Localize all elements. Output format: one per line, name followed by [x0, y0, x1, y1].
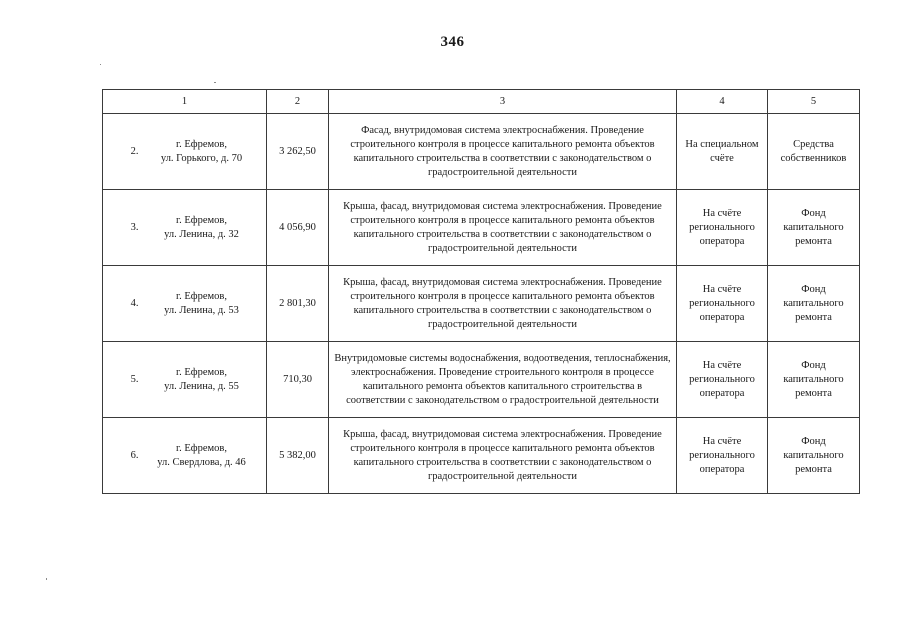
address-cell [103, 266, 267, 342]
table-row [103, 418, 860, 494]
address-city: г. Ефремов, [176, 290, 227, 302]
column-header-2: 2 [267, 90, 329, 114]
scan-speck [214, 82, 216, 83]
table-row [103, 266, 860, 342]
area-cell: 4 056,90 [267, 190, 329, 266]
address-street: ул. Свердлова, д. 46 [157, 456, 246, 468]
account-cell: На специальном счёте [677, 114, 768, 190]
address-cell [103, 190, 267, 266]
scan-speck [100, 64, 101, 65]
address [146, 214, 258, 242]
repair-works-table [102, 89, 860, 494]
table-row [103, 114, 860, 190]
area-cell: 5 382,00 [267, 418, 329, 494]
column-header-5: 5 [768, 90, 860, 114]
column-header-4: 4 [677, 90, 768, 114]
address-city: г. Ефремов, [176, 366, 227, 378]
account-cell: На счёте регионального оператора [677, 342, 768, 418]
address [146, 138, 258, 166]
table-row [103, 342, 860, 418]
address-city: г. Ефремов, [176, 214, 227, 226]
works-cell: Фасад, внутридомовая система электроснабжения. Проведение строительного контроля в процессе капитального ремонта объектов капитального строительства в соответствии с законодательством о градостроительной деятельности [329, 114, 677, 190]
page-number: 346 [440, 34, 465, 50]
row-number: 6. [130, 449, 139, 461]
funding-source-cell: Фонд капитального ремонта [768, 342, 860, 418]
address-street: ул. Ленина, д. 53 [164, 304, 239, 316]
funding-source-cell: Фонд капитального ремонта [768, 190, 860, 266]
account-cell: На счёте регионального оператора [677, 190, 768, 266]
address [146, 442, 258, 470]
table-row [103, 190, 860, 266]
address [146, 366, 258, 394]
address-street: ул. Горького, д. 70 [160, 152, 243, 164]
works-cell: Внутридомовые системы водоснабжения, водоотведения, теплоснабжения, электроснабжения. Проведение строительного контроля в процессе капитального ремонта объектов капитального строительства в соответствии с законодательством о градостроительной деятельности [329, 342, 677, 418]
address [146, 290, 258, 318]
address-cell [103, 418, 267, 494]
works-cell: Крыша, фасад, внутридомовая система электроснабжения. Проведение строительного контроля в процессе капитального ремонта объектов капитального строительства в соответствии с законодательством о градостроительной деятельности [329, 190, 677, 266]
address-cell [103, 114, 267, 190]
works-cell: Крыша, фасад, внутридомовая система электроснабжения. Проведение строительного контроля в процессе капитального ремонта объектов капитального строительства в соответствии с законодательством о градостроительной деятельности [329, 266, 677, 342]
account-cell: На счёте регионального оператора [677, 266, 768, 342]
funding-source-cell: Фонд капитального ремонта [768, 266, 860, 342]
area-cell: 2 801,30 [267, 266, 329, 342]
works-cell: Крыша, фасад, внутридомовая система электроснабжения. Проведение строительного контроля в процессе капитального ремонта объектов капитального строительства в соответствии с законодательством о градостроительной деятельности [329, 418, 677, 494]
row-number: 5. [130, 373, 139, 385]
area-cell: 710,30 [267, 342, 329, 418]
row-number: 4. [130, 297, 139, 309]
funding-source-cell: Средства собственников [768, 114, 860, 190]
scan-speck [46, 578, 47, 580]
address-city: г. Ефремов, [176, 138, 227, 150]
row-number: 2. [130, 145, 139, 157]
address-cell [103, 342, 267, 418]
column-header-3: 3 [329, 90, 677, 114]
funding-source-cell: Фонд капитального ремонта [768, 418, 860, 494]
address-street: ул. Ленина, д. 55 [164, 380, 239, 392]
account-cell: На счёте регионального оператора [677, 418, 768, 494]
area-cell: 3 262,50 [267, 114, 329, 190]
header-row [103, 90, 860, 114]
column-header-1: 1 [103, 90, 267, 114]
address-street: ул. Ленина, д. 32 [164, 228, 239, 240]
address-city: г. Ефремов, [176, 442, 227, 454]
row-number: 3. [130, 221, 139, 233]
